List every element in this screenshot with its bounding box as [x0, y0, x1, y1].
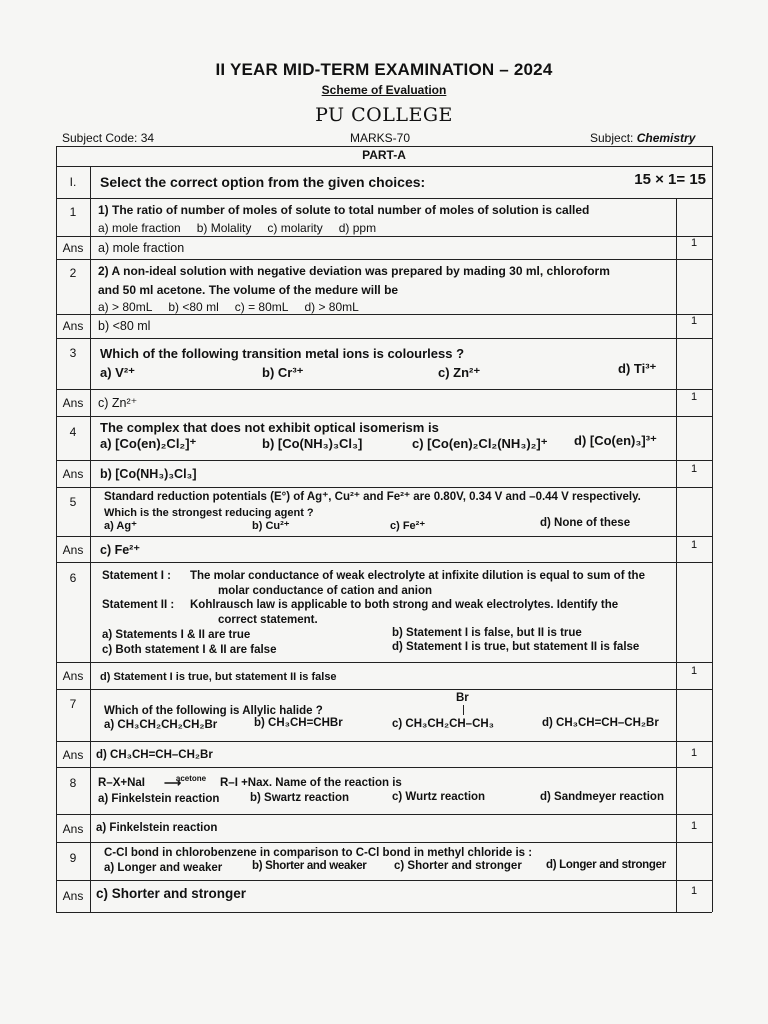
- question-number: 6: [69, 571, 77, 585]
- question-text: Which of the following is Allylic halide ?: [104, 705, 323, 717]
- option-b: b) Swartz reaction: [250, 792, 350, 804]
- option-d: d) None of these: [540, 517, 631, 529]
- answer-text: c) Fe²⁺: [100, 543, 140, 557]
- option-c: c) CH₃CH₂CH–CH₃: [392, 718, 495, 730]
- option-a: a) CH₃CH₂CH₂CH₂Br: [104, 719, 218, 731]
- subject: Subject: Chemistry: [590, 131, 696, 145]
- answer-label: Ans: [62, 467, 84, 481]
- question-options: a) mole fraction b) Molality c) molarity d) ppm: [98, 221, 377, 235]
- option-b: b) Cr³⁺: [262, 365, 304, 380]
- question-number: 4: [69, 425, 77, 439]
- statement-2-text: Kohlrausch law is applicable to both strong and weak electrolytes. Identify the: [190, 599, 619, 611]
- option-a: a) Ag⁺: [104, 520, 137, 532]
- option-d: d) Ti³⁺: [618, 361, 657, 376]
- answer-mark: 1: [690, 820, 698, 832]
- question-number: 2: [69, 266, 77, 280]
- question-text: The complex that does not exhibit optical isomerism is: [100, 420, 439, 435]
- arrow-label: acetone: [175, 774, 207, 783]
- marks-total: MARKS-70: [350, 131, 411, 145]
- option-a: a) [Co(en)₂Cl₂]⁺: [100, 436, 197, 451]
- reaction-reactant: R–X+NaI: [98, 777, 145, 789]
- substituent-bond: [463, 705, 464, 715]
- answer-text: b) [Co(NH₃)₃Cl₃]: [100, 467, 197, 481]
- question-text-continued: Which is the strongest reducing agent ?: [104, 507, 314, 519]
- option-c: c) Both statement I & II are false: [102, 644, 277, 656]
- option-d: d) CH₃CH=CH–CH₂Br: [542, 717, 659, 729]
- answer-text: a) Finkelstein reaction: [96, 822, 218, 834]
- option-c: c) [Co(en)₂Cl₂(NH₃)₂]⁺: [412, 436, 548, 451]
- option-c: c) Fe²⁺: [390, 520, 426, 532]
- answer-mark: 1: [690, 237, 698, 249]
- option-a: a) Finkelstein reaction: [98, 793, 220, 805]
- section-score: 15 × 1= 15: [634, 171, 706, 188]
- question-text: 1) The ratio of number of moles of solute to total number of moles of solution is called: [98, 203, 590, 217]
- statement-2-text-continued: correct statement.: [218, 614, 318, 626]
- option-b: b) [Co(NH₃)₃Cl₃]: [262, 436, 363, 451]
- answer-label: Ans: [62, 543, 84, 557]
- answer-label: Ans: [62, 241, 84, 255]
- bromo-substituent: Br: [456, 692, 469, 704]
- answer-mark: 1: [690, 539, 698, 551]
- question-text: Which of the following transition metal ions is colourless ?: [100, 346, 465, 361]
- answer-label: Ans: [62, 748, 84, 762]
- option-a: a) V²⁺: [100, 365, 136, 380]
- option-a: a) Longer and weaker: [104, 862, 223, 874]
- statement-2-label: Statement II :: [102, 599, 175, 611]
- question-number: 7: [69, 697, 77, 711]
- scheme-heading: Scheme of Evaluation: [321, 83, 447, 97]
- answer-mark: 1: [690, 665, 698, 677]
- option-d: d) Sandmeyer reaction: [540, 791, 664, 803]
- answer-label: Ans: [62, 319, 84, 333]
- answer-mark: 1: [690, 391, 698, 403]
- option-c: c) Zn²⁺: [438, 365, 481, 380]
- answer-text: d) Statement I is true, but statement II is false: [100, 671, 337, 683]
- section-roman: I.: [69, 175, 77, 189]
- option-d: d) Longer and stronger: [546, 859, 666, 871]
- answer-mark: 1: [690, 463, 698, 475]
- question-number: 3: [69, 346, 77, 360]
- question-number: 9: [69, 851, 77, 865]
- option-b: b) Cu²⁺: [252, 520, 290, 532]
- question-text: C-Cl bond in chlorobenzene in comparison to C-Cl bond in methyl chloride is :: [104, 847, 533, 859]
- question-text: 2) A non-ideal solution with negative deviation was prepared by mading 30 ml, chloroform: [98, 264, 610, 278]
- option-d: d) Statement I is true, but statement II is false: [392, 641, 640, 653]
- statement-1-text-continued: molar conductance of cation and anion: [218, 585, 433, 597]
- question-options: a) > 80mL b) <80 ml c) = 80mL d) > 80mL: [98, 300, 359, 314]
- option-b: b) Shorter and weaker: [252, 860, 367, 872]
- option-c: c) Shorter and stronger: [394, 860, 522, 872]
- part-heading: PART-A: [362, 148, 406, 162]
- answer-mark: 1: [690, 747, 698, 759]
- answer-label: Ans: [62, 396, 84, 410]
- question-number: 1: [69, 205, 77, 219]
- option-b: b) CH₃CH=CHBr: [254, 717, 343, 729]
- answer-mark: 1: [690, 885, 698, 897]
- statement-1-text: The molar conductance of weak electrolyte at infixite dilution is equal to sum of the: [190, 570, 645, 582]
- answer-label: Ans: [62, 889, 84, 903]
- answer-text: c) Zn²⁺: [98, 396, 138, 410]
- subject-name: Chemistry: [636, 131, 696, 145]
- question-text: Standard reduction potentials (E°) of Ag⁺, Cu²⁺ and Fe²⁺ are 0.80V, 0.34 V and –0.44 V respectively.: [104, 491, 641, 503]
- answer-text: a) mole fraction: [98, 241, 185, 255]
- question-text-continued: and 50 ml acetone. The volume of the medure will be: [98, 283, 399, 297]
- question-text: R–I +Nax. Name of the reaction is: [220, 777, 402, 789]
- answer-mark: 1: [690, 315, 698, 327]
- subject-code: Subject Code: 34: [62, 131, 155, 145]
- statement-1-label: Statement I :: [102, 570, 172, 582]
- question-number: 5: [69, 495, 77, 509]
- answer-label: Ans: [62, 822, 84, 836]
- reaction-arrow: ⟶: [164, 776, 182, 790]
- answer-text: c) Shorter and stronger: [96, 886, 247, 901]
- option-a: a) Statements I & II are true: [102, 629, 251, 641]
- section-instruction: Select the correct option from the given choices:: [100, 174, 426, 190]
- answer-text: d) CH₃CH=CH–CH₂Br: [96, 749, 213, 761]
- answer-text: b) <80 ml: [98, 319, 151, 333]
- answer-label: Ans: [62, 669, 84, 683]
- option-c: c) Wurtz reaction: [392, 791, 486, 803]
- college-name: PU COLLEGE: [315, 104, 453, 126]
- exam-title: II YEAR MID-TERM EXAMINATION – 2024: [215, 60, 553, 79]
- question-number: 8: [69, 776, 77, 790]
- option-b: b) Statement I is false, but II is true: [392, 627, 582, 639]
- option-d: d) [Co(en)₃]³⁺: [574, 433, 657, 448]
